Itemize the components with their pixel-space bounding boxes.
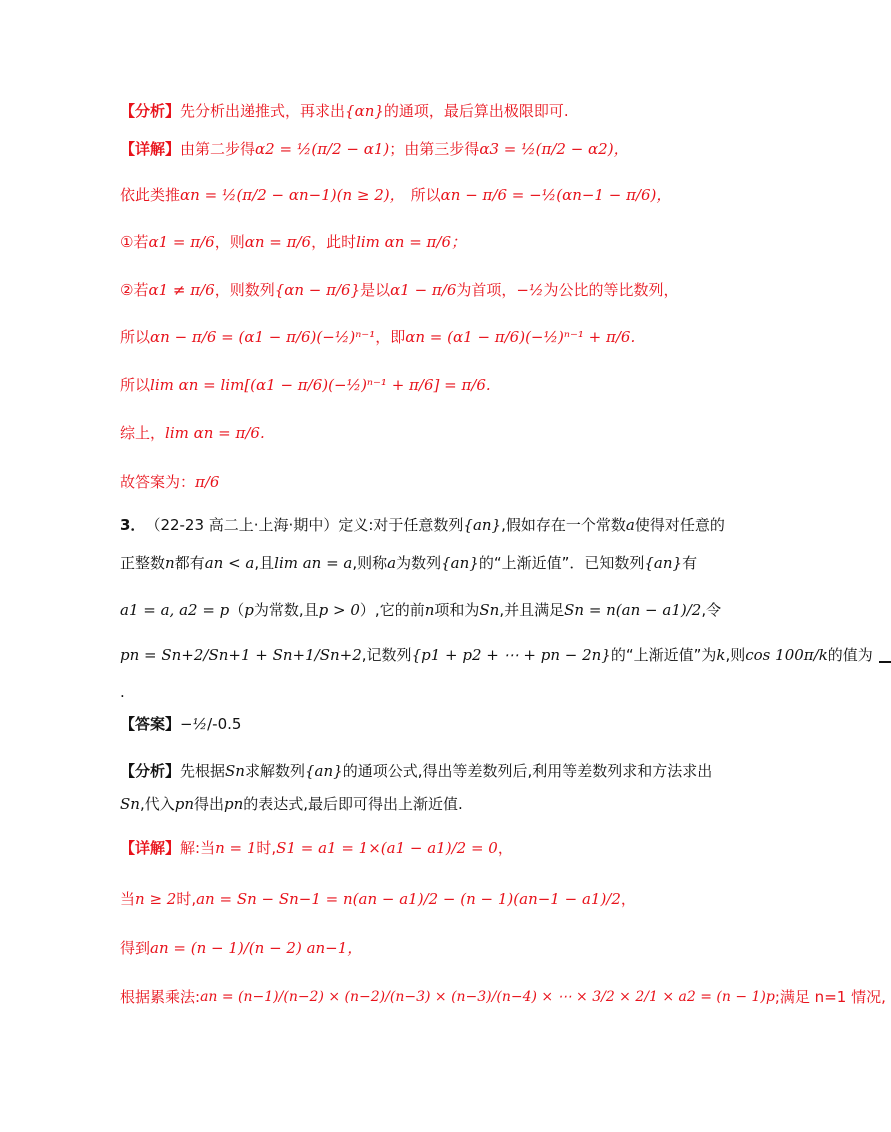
problem3-l3-b: 为常数,且 (253, 601, 319, 619)
problem3-l2-n: n (165, 554, 175, 572)
answer3-formula: −½ (180, 715, 208, 733)
analysis-text-b: 的通项，最后算出极限即可. (383, 102, 569, 120)
case2-text-d: 为首项， (456, 281, 517, 299)
problem3-l1-c: 使得对任意的 (634, 516, 725, 534)
problem3-l2-b: 都有 (174, 554, 205, 572)
problem3-l3-d: 项和为 (434, 601, 480, 619)
problem3-l3-p: p (244, 601, 254, 619)
case2-text-e: 为公比的等比数列， (543, 281, 679, 299)
so-formula: αn − π/6 = −½(αn−1 − π/6)， (440, 186, 672, 204)
problem3-l4-f1: pn = Sn+2/Sn+1 + Sn+1/Sn+2 (120, 646, 362, 664)
gen-text-b: ，即 (375, 328, 406, 346)
problem3-l3-e: ,并且满足 (499, 601, 565, 619)
problem3-number: 3． (120, 516, 146, 534)
problem3-l2-d: ,则称 (352, 554, 388, 572)
detail3-l4-b: ;满足 n=1 情况, (774, 988, 886, 1006)
analysis3-text-a: 先根据 (180, 762, 226, 780)
problem3-l5-dot: . (120, 683, 125, 701)
problem3-l4-f2: {p1 + p2 + ⋯ + pn − 2n} (411, 646, 611, 664)
analysis3-text-c: 的通项公式,得出等差数列后,利用等差数列求和方法求出 (342, 762, 713, 780)
detail3-line4 (120, 987, 886, 1007)
problem3-line2 (120, 553, 697, 573)
detail3-l4-a: 根据累乘法: (120, 988, 201, 1006)
analysis3-line2-pn: pn (174, 795, 194, 813)
lim-text: 所以 (120, 376, 151, 394)
detail3-l2-f1: n ≥ 2 (135, 890, 177, 908)
detail3-line1 (120, 838, 513, 858)
case2-formula-4: −½ (516, 281, 544, 299)
case1-text-b: ，则 (214, 233, 245, 251)
problem3-line4 (120, 645, 891, 665)
problem3-l4-a: ,记数列 (361, 646, 412, 664)
gen-formula-1: αn − π/6 = (α1 − π/6)(−½)ⁿ⁻¹ (150, 328, 376, 346)
problem3-line5 (120, 682, 125, 702)
case2-formula-2: {αn − π/6} (274, 281, 361, 299)
detail3-l1-a: 解:当 (180, 839, 216, 857)
problem3-l2-seq: {an} (441, 554, 479, 572)
problem3-l4-k: k (716, 646, 726, 664)
detail3-label: 【详解】 (120, 839, 181, 857)
infer-formula: αn = ½(π/2 − αn−1)(n ≥ 2)， (180, 186, 405, 204)
problem3-l4-d: 的值为 (827, 646, 873, 664)
problem3-l2-f: 的“上渐近值”．已知数列 (478, 554, 645, 572)
case2-line (120, 280, 679, 300)
detail3-line2 (120, 889, 636, 909)
case1-text-c: ，此时 (311, 233, 357, 251)
case1-formula-2: αn = π/6 (244, 233, 312, 251)
general-term-line (120, 327, 635, 347)
answer3-alt: /-0.5 (207, 715, 242, 733)
detail3-l2-b: 时, (176, 890, 197, 908)
case1-text-a: ①若 (120, 233, 149, 251)
detail3-line3 (120, 938, 362, 958)
problem3-l4-f3: cos 100π/k (745, 646, 828, 664)
limit-line (120, 375, 491, 395)
case2-formula-3: α1 − π/6 (390, 281, 457, 299)
detail-line (120, 139, 629, 159)
analysis3-line2-b: 得出 (193, 795, 224, 813)
analysis3-sn: Sn (225, 762, 245, 780)
analysis3-label: 【分析】 (120, 762, 181, 780)
summary-line (120, 423, 265, 443)
analysis3-line2-c: 的表达式,最后即可得出上渐近值. (243, 795, 463, 813)
lim-formula: lim αn = lim[(α1 − π/6)(−½)ⁿ⁻¹ + π/6] = π/6. (150, 376, 491, 394)
analysis3-line2-a: ,代入 (139, 795, 175, 813)
gen-formula-2: αn = (α1 − π/6)(−½)ⁿ⁻¹ + π/6. (405, 328, 636, 346)
detail3-l2-a: 当 (120, 890, 136, 908)
problem3-l2-a-var: a (387, 554, 397, 572)
problem3-l2-a: 正整数 (120, 554, 166, 572)
problem3-source: （22-23 高二上·上海·期中） (145, 516, 339, 534)
detail3-l1-f2: S1 = a1 = 1×(a1 − a1)/2 = 0 (276, 839, 498, 857)
analysis-label: 【分析】 (120, 102, 181, 120)
problem3-l3-n: n (424, 601, 435, 619)
summary-text: 综上， (120, 424, 166, 442)
problem3-l3-f3: Sn = n(an − a1)/2 (564, 601, 702, 619)
case2-text-c: 是以 (360, 281, 391, 299)
analysis-text-a: 先分析出递推式，再求出 (180, 102, 346, 120)
infer-line (120, 185, 671, 205)
problem3-l2-g: 有 (682, 554, 698, 572)
answer-formula: π/6 (195, 473, 220, 491)
problem3-l3-a: （ (229, 601, 245, 619)
detail3-l1-f1: n = 1 (215, 839, 257, 857)
problem3-l1-a: 定义:对于任意数列 (338, 516, 464, 534)
problem3-l1-seq: {an} (463, 516, 502, 534)
problem3-l2-f1: an < a (204, 554, 255, 572)
problem3-l2-e: 为数列 (396, 554, 442, 572)
problem3-l1-b: ,假如存在一个常数 (501, 516, 626, 534)
analysis-seq: {αn} (345, 102, 384, 120)
infer-text: 依此类推 (120, 186, 181, 204)
detail3-l3-a: 得到 (120, 939, 151, 957)
analysis3-seq: {an} (304, 762, 343, 780)
problem3-l2-c: ,且 (254, 554, 275, 572)
problem3-l3-c: ）,它的前 (359, 601, 425, 619)
case1-line (120, 232, 466, 252)
summary-formula: lim αn = π/6. (165, 424, 265, 442)
detail-label: 【详解】 (120, 140, 181, 158)
detail3-l4-f: an = (n−1)/(n−2) × (n−2)/(n−3) × (n−3)/(n−4) × ⋯ × 3/2 × 2/1 × a2 = (n − 1)p (200, 989, 775, 1005)
detail3-l2-f2: an = Sn − Sn−1 = n(an − a1)/2 − (n − 1)(an−1 − a1)/2 (196, 890, 621, 908)
case2-text-b: ，则数列 (214, 281, 275, 299)
problem3-line1 (120, 515, 725, 535)
analysis3-text-b: 求解数列 (244, 762, 305, 780)
answer-line (120, 472, 219, 492)
answer-blank (879, 647, 891, 663)
answer-text: 故答案为： (120, 473, 196, 491)
analysis-line (120, 101, 569, 121)
detail3-l2-c: ， (620, 890, 636, 908)
problem3-l1-a-var: a (625, 516, 635, 534)
analysis3-line2-pn2: pn (224, 795, 244, 813)
detail3-l1-c: ， (497, 839, 513, 857)
gen-text-a: 所以 (120, 328, 151, 346)
answer3-label: 【答案】 (120, 715, 181, 733)
step3-formula: α3 = ½(π/2 − α2)， (479, 140, 629, 158)
case1-formula-1: α1 = π/6 (148, 233, 215, 251)
step2-formula: α2 = ½(π/2 − α1) (255, 140, 390, 158)
problem3-l3-f: ,令 (701, 601, 722, 619)
case1-formula-3: lim αn = π/6； (356, 233, 467, 251)
answer3-line (120, 714, 241, 734)
detail3-l3-f: an = (n − 1)/(n − 2) an−1， (150, 939, 363, 957)
problem3-l4-b: 的“上渐近值”为 (610, 646, 717, 664)
problem3-line3 (120, 600, 721, 620)
detail-text-b: ；由第三步得 (389, 140, 480, 158)
case2-text-a: ②若 (120, 281, 149, 299)
problem3-l2-f2: lim an = a (274, 554, 353, 572)
problem3-l3-f2: p > 0 (318, 601, 360, 619)
problem3-l2-seq2: {an} (644, 554, 683, 572)
problem3-l4-c: ,则 (725, 646, 746, 664)
analysis3-line2 (120, 794, 463, 814)
detail-text-a: 由第二步得 (180, 140, 256, 158)
problem3-l3-sn: Sn (479, 601, 500, 619)
so-text: 所以 (410, 186, 441, 204)
case2-formula-1: α1 ≠ π/6 (148, 281, 215, 299)
analysis3-line1 (120, 761, 712, 781)
analysis3-line2-sn: Sn (120, 795, 140, 813)
problem3-l3-f1: a1 = a, a2 = p (120, 601, 230, 619)
detail3-l1-b: 时, (256, 839, 277, 857)
